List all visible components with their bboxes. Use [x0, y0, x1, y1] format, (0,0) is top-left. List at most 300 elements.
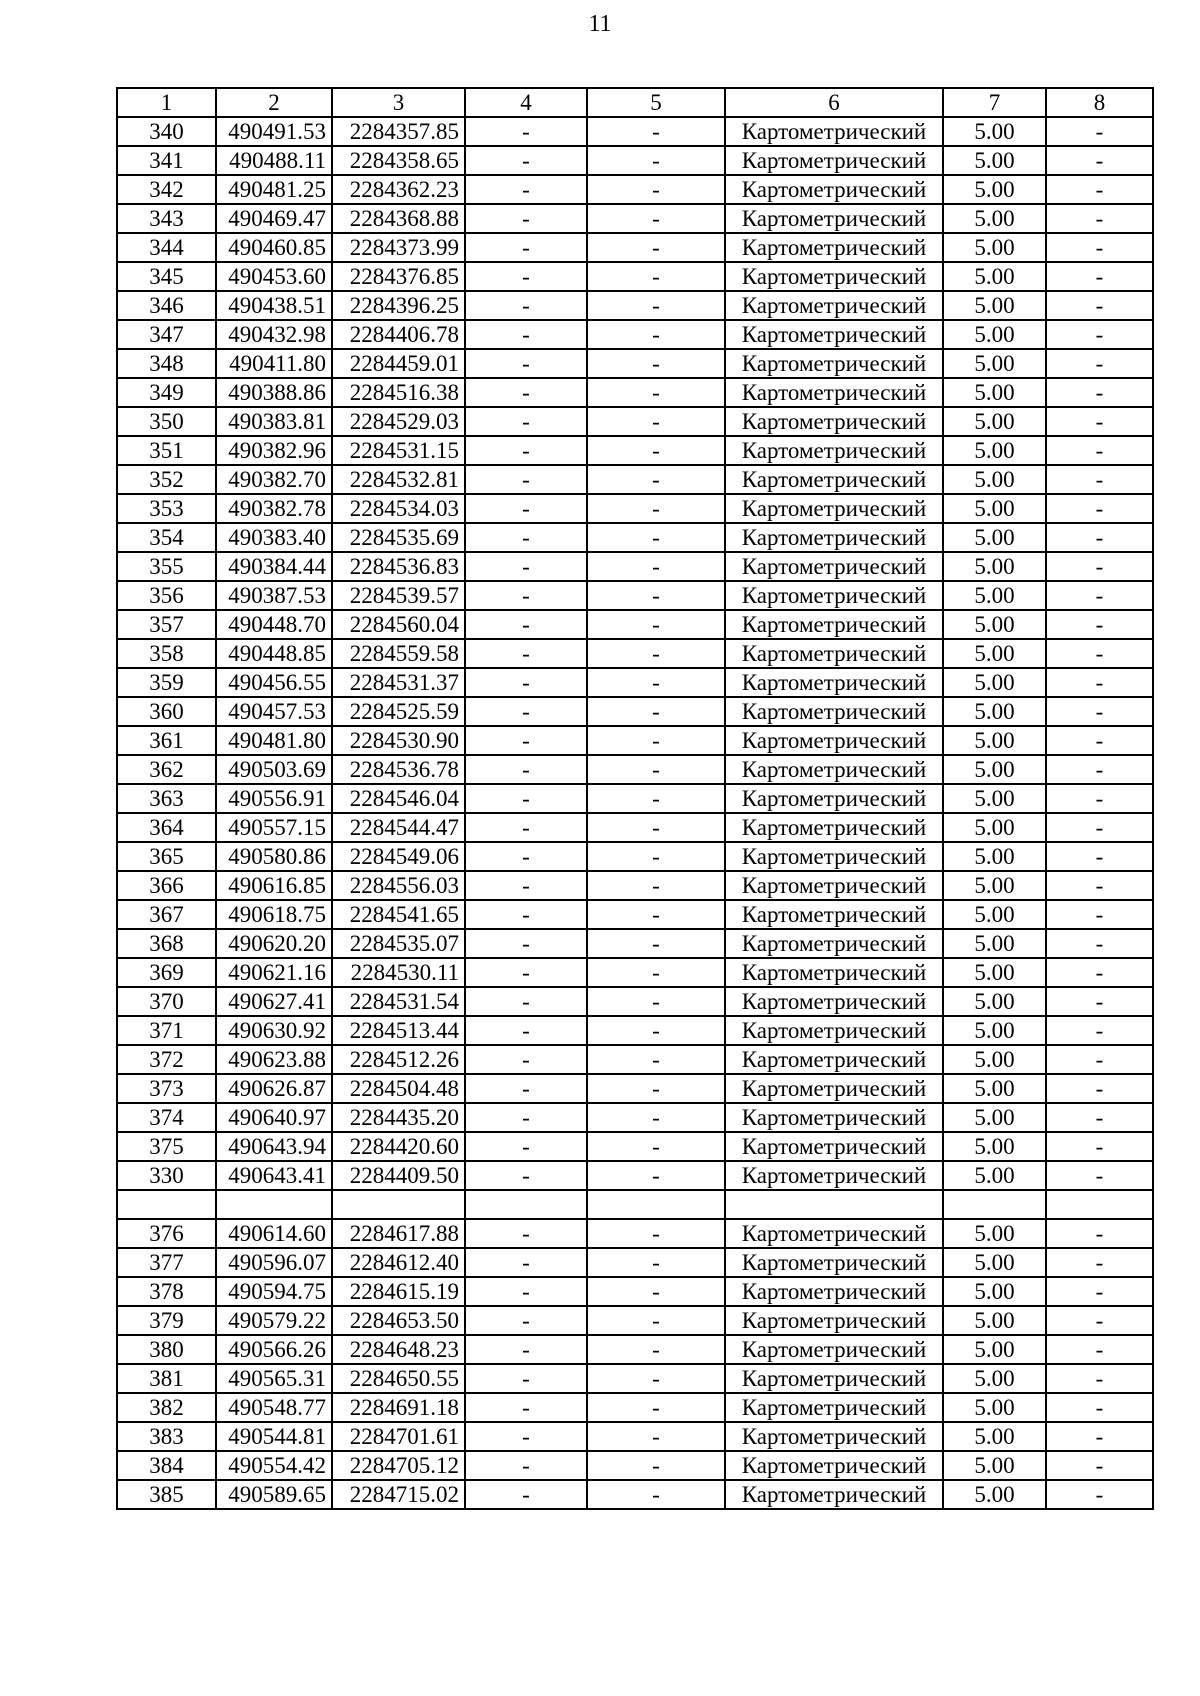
column-5-cell: -	[587, 1306, 725, 1335]
table-row	[117, 784, 1153, 813]
y-coordinate-cell: 2284459.01	[332, 349, 465, 378]
column-8-cell: -	[1046, 784, 1153, 813]
y-coordinate-cell: 2284409.50	[332, 1161, 465, 1190]
column-5-cell: -	[587, 1161, 725, 1190]
accuracy-cell: 5.00	[943, 1335, 1046, 1364]
accuracy-cell: 5.00	[943, 784, 1046, 813]
column-8-cell: -	[1046, 233, 1153, 262]
column-4-cell: -	[465, 1219, 587, 1248]
method-cell: Картометрический	[725, 1045, 943, 1074]
column-8-cell: -	[1046, 639, 1153, 668]
x-coordinate-cell: 490453.60	[216, 262, 332, 291]
point-number-cell: 360	[117, 697, 216, 726]
method-cell: Картометрический	[725, 697, 943, 726]
column-header: 3	[332, 88, 465, 117]
point-number-cell: 351	[117, 436, 216, 465]
table-row	[117, 929, 1153, 958]
y-coordinate-cell: 2284362.23	[332, 175, 465, 204]
y-coordinate-cell: 2284373.99	[332, 233, 465, 262]
y-coordinate-cell: 2284530.90	[332, 726, 465, 755]
x-coordinate-cell	[216, 1190, 332, 1219]
table-row	[117, 842, 1153, 871]
y-coordinate-cell: 2284406.78	[332, 320, 465, 349]
point-number-cell: 379	[117, 1306, 216, 1335]
x-coordinate-cell: 490626.87	[216, 1074, 332, 1103]
accuracy-cell: 5.00	[943, 958, 1046, 987]
x-coordinate-cell: 490488.11	[216, 146, 332, 175]
column-4-cell: -	[465, 755, 587, 784]
point-number-cell	[117, 1190, 216, 1219]
column-5-cell: -	[587, 1016, 725, 1045]
column-5-cell: -	[587, 1451, 725, 1480]
column-5-cell: -	[587, 320, 725, 349]
point-number-cell: 376	[117, 1219, 216, 1248]
column-8-cell: -	[1046, 320, 1153, 349]
y-coordinate-cell: 2284531.15	[332, 436, 465, 465]
column-5-cell	[587, 1190, 725, 1219]
method-cell: Картометрический	[725, 813, 943, 842]
method-cell: Картометрический	[725, 1016, 943, 1045]
x-coordinate-cell: 490620.20	[216, 929, 332, 958]
table-row	[117, 987, 1153, 1016]
point-number-cell: 364	[117, 813, 216, 842]
method-cell: Картометрический	[725, 291, 943, 320]
column-8-cell: -	[1046, 436, 1153, 465]
point-number-cell: 342	[117, 175, 216, 204]
column-8-cell: -	[1046, 146, 1153, 175]
y-coordinate-cell: 2284531.54	[332, 987, 465, 1016]
table-row	[117, 378, 1153, 407]
point-number-cell: 357	[117, 610, 216, 639]
column-5-cell: -	[587, 407, 725, 436]
column-header: 7	[943, 88, 1046, 117]
column-5-cell: -	[587, 291, 725, 320]
column-5-cell: -	[587, 813, 725, 842]
point-number-cell: 368	[117, 929, 216, 958]
point-number-cell: 358	[117, 639, 216, 668]
method-cell: Картометрический	[725, 552, 943, 581]
column-5-cell: -	[587, 1480, 725, 1509]
x-coordinate-cell: 490623.88	[216, 1045, 332, 1074]
column-4-cell: -	[465, 1451, 587, 1480]
column-5-cell: -	[587, 1393, 725, 1422]
column-header: 5	[587, 88, 725, 117]
accuracy-cell: 5.00	[943, 146, 1046, 175]
method-cell: Картометрический	[725, 639, 943, 668]
column-5-cell: -	[587, 523, 725, 552]
column-5-cell: -	[587, 1364, 725, 1393]
x-coordinate-cell: 490438.51	[216, 291, 332, 320]
accuracy-cell: 5.00	[943, 349, 1046, 378]
y-coordinate-cell: 2284546.04	[332, 784, 465, 813]
table-row	[117, 494, 1153, 523]
column-5-cell: -	[587, 1074, 725, 1103]
x-coordinate-cell: 490556.91	[216, 784, 332, 813]
x-coordinate-cell: 490548.77	[216, 1393, 332, 1422]
x-coordinate-cell: 490643.94	[216, 1132, 332, 1161]
point-number-cell: 347	[117, 320, 216, 349]
column-4-cell: -	[465, 494, 587, 523]
y-coordinate-cell: 2284701.61	[332, 1422, 465, 1451]
column-8-cell: -	[1046, 1451, 1153, 1480]
table-row	[117, 117, 1153, 146]
y-coordinate-cell: 2284504.48	[332, 1074, 465, 1103]
accuracy-cell: 5.00	[943, 465, 1046, 494]
accuracy-cell: 5.00	[943, 987, 1046, 1016]
column-5-cell: -	[587, 929, 725, 958]
column-8-cell: -	[1046, 291, 1153, 320]
accuracy-cell: 5.00	[943, 1103, 1046, 1132]
method-cell: Картометрический	[725, 494, 943, 523]
point-number-cell: 377	[117, 1248, 216, 1277]
point-number-cell: 349	[117, 378, 216, 407]
table-row	[117, 552, 1153, 581]
column-5-cell: -	[587, 755, 725, 784]
column-8-cell: -	[1046, 871, 1153, 900]
method-cell: Картометрический	[725, 1277, 943, 1306]
accuracy-cell: 5.00	[943, 1248, 1046, 1277]
x-coordinate-cell: 490457.53	[216, 697, 332, 726]
column-4-cell: -	[465, 784, 587, 813]
x-coordinate-cell: 490580.86	[216, 842, 332, 871]
accuracy-cell: 5.00	[943, 697, 1046, 726]
accuracy-cell: 5.00	[943, 755, 1046, 784]
point-number-cell: 384	[117, 1451, 216, 1480]
column-8-cell: -	[1046, 378, 1153, 407]
table-row	[117, 262, 1153, 291]
column-8-cell: -	[1046, 349, 1153, 378]
column-header: 8	[1046, 88, 1153, 117]
column-5-cell: -	[587, 1045, 725, 1074]
method-cell: Картометрический	[725, 262, 943, 291]
column-4-cell: -	[465, 726, 587, 755]
table-row	[117, 291, 1153, 320]
column-4-cell: -	[465, 1364, 587, 1393]
column-4-cell: -	[465, 668, 587, 697]
table-row	[117, 1161, 1153, 1190]
accuracy-cell: 5.00	[943, 436, 1046, 465]
column-5-cell: -	[587, 262, 725, 291]
column-4-cell: -	[465, 929, 587, 958]
column-5-cell: -	[587, 1422, 725, 1451]
x-coordinate-cell: 490383.40	[216, 523, 332, 552]
column-4-cell: -	[465, 1248, 587, 1277]
x-coordinate-cell: 490618.75	[216, 900, 332, 929]
y-coordinate-cell: 2284376.85	[332, 262, 465, 291]
table-row	[117, 349, 1153, 378]
x-coordinate-cell: 490566.26	[216, 1335, 332, 1364]
y-coordinate-cell: 2284544.47	[332, 813, 465, 842]
column-5-cell: -	[587, 552, 725, 581]
table-row	[117, 639, 1153, 668]
x-coordinate-cell: 490411.80	[216, 349, 332, 378]
column-8-cell: -	[1046, 1103, 1153, 1132]
column-8-cell: -	[1046, 755, 1153, 784]
column-4-cell: -	[465, 204, 587, 233]
column-header: 2	[216, 88, 332, 117]
method-cell: Картометрический	[725, 1132, 943, 1161]
column-4-cell: -	[465, 987, 587, 1016]
column-8-cell: -	[1046, 175, 1153, 204]
point-number-cell: 367	[117, 900, 216, 929]
column-4-cell: -	[465, 291, 587, 320]
accuracy-cell: 5.00	[943, 929, 1046, 958]
x-coordinate-cell: 490621.16	[216, 958, 332, 987]
accuracy-cell: 5.00	[943, 494, 1046, 523]
table-row	[117, 523, 1153, 552]
accuracy-cell: 5.00	[943, 1364, 1046, 1393]
column-4-cell: -	[465, 349, 587, 378]
table-row	[117, 465, 1153, 494]
method-cell: Картометрический	[725, 1074, 943, 1103]
x-coordinate-cell: 490448.85	[216, 639, 332, 668]
point-number-cell: 365	[117, 842, 216, 871]
table-row	[117, 1451, 1153, 1480]
y-coordinate-cell: 2284513.44	[332, 1016, 465, 1045]
column-8-cell: -	[1046, 262, 1153, 291]
x-coordinate-cell: 490503.69	[216, 755, 332, 784]
method-cell: Картометрический	[725, 407, 943, 436]
accuracy-cell: 5.00	[943, 262, 1046, 291]
column-8-cell: -	[1046, 842, 1153, 871]
point-number-cell: 382	[117, 1393, 216, 1422]
point-number-cell: 330	[117, 1161, 216, 1190]
point-number-cell: 359	[117, 668, 216, 697]
y-coordinate-cell: 2284653.50	[332, 1306, 465, 1335]
method-cell: Картометрический	[725, 610, 943, 639]
table-body	[117, 117, 1153, 1509]
column-4-cell: -	[465, 842, 587, 871]
coordinates-table	[116, 87, 1154, 1510]
table-row	[117, 1190, 1153, 1219]
y-coordinate-cell: 2284534.03	[332, 494, 465, 523]
x-coordinate-cell: 490640.97	[216, 1103, 332, 1132]
accuracy-cell: 5.00	[943, 523, 1046, 552]
y-coordinate-cell: 2284615.19	[332, 1277, 465, 1306]
point-number-cell: 363	[117, 784, 216, 813]
column-4-cell: -	[465, 1422, 587, 1451]
column-5-cell: -	[587, 668, 725, 697]
table-row	[117, 1335, 1153, 1364]
column-4-cell: -	[465, 146, 587, 175]
y-coordinate-cell: 2284396.25	[332, 291, 465, 320]
column-8-cell: -	[1046, 610, 1153, 639]
column-8-cell: -	[1046, 523, 1153, 552]
method-cell: Картометрический	[725, 726, 943, 755]
point-number-cell: 361	[117, 726, 216, 755]
column-5-cell: -	[587, 146, 725, 175]
table-row	[117, 1045, 1153, 1074]
y-coordinate-cell: 2284705.12	[332, 1451, 465, 1480]
method-cell: Картометрический	[725, 523, 943, 552]
column-4-cell: -	[465, 813, 587, 842]
x-coordinate-cell: 490456.55	[216, 668, 332, 697]
column-4-cell: -	[465, 958, 587, 987]
y-coordinate-cell: 2284358.65	[332, 146, 465, 175]
column-8-cell: -	[1046, 1335, 1153, 1364]
table-row	[117, 726, 1153, 755]
point-number-cell: 344	[117, 233, 216, 262]
y-coordinate-cell: 2284612.40	[332, 1248, 465, 1277]
point-number-cell: 372	[117, 1045, 216, 1074]
table-row	[117, 1277, 1153, 1306]
table-row	[117, 1248, 1153, 1277]
accuracy-cell: 5.00	[943, 1219, 1046, 1248]
accuracy-cell: 5.00	[943, 233, 1046, 262]
point-number-cell: 346	[117, 291, 216, 320]
table-row	[117, 900, 1153, 929]
column-4-cell: -	[465, 523, 587, 552]
table-row	[117, 1103, 1153, 1132]
column-4-cell: -	[465, 610, 587, 639]
column-5-cell: -	[587, 1248, 725, 1277]
x-coordinate-cell: 490627.41	[216, 987, 332, 1016]
point-number-cell: 369	[117, 958, 216, 987]
y-coordinate-cell: 2284536.78	[332, 755, 465, 784]
column-8-cell: -	[1046, 1480, 1153, 1509]
method-cell: Картометрический	[725, 1103, 943, 1132]
table-row	[117, 958, 1153, 987]
x-coordinate-cell: 490383.81	[216, 407, 332, 436]
accuracy-cell: 5.00	[943, 581, 1046, 610]
table-row	[117, 871, 1153, 900]
y-coordinate-cell: 2284535.07	[332, 929, 465, 958]
table-row	[117, 1422, 1153, 1451]
method-cell: Картометрический	[725, 842, 943, 871]
x-coordinate-cell: 490469.47	[216, 204, 332, 233]
column-4-cell: -	[465, 1161, 587, 1190]
column-8-cell: -	[1046, 987, 1153, 1016]
y-coordinate-cell: 2284525.59	[332, 697, 465, 726]
y-coordinate-cell: 2284715.02	[332, 1480, 465, 1509]
accuracy-cell: 5.00	[943, 1480, 1046, 1509]
column-8-cell: -	[1046, 1306, 1153, 1335]
column-4-cell	[465, 1190, 587, 1219]
y-coordinate-cell: 2284541.65	[332, 900, 465, 929]
y-coordinate-cell: 2284691.18	[332, 1393, 465, 1422]
column-8-cell: -	[1046, 1132, 1153, 1161]
method-cell: Картометрический	[725, 320, 943, 349]
x-coordinate-cell: 490589.65	[216, 1480, 332, 1509]
method-cell: Картометрический	[725, 117, 943, 146]
column-4-cell: -	[465, 581, 587, 610]
y-coordinate-cell: 2284512.26	[332, 1045, 465, 1074]
column-8-cell: -	[1046, 204, 1153, 233]
column-4-cell: -	[465, 697, 587, 726]
y-coordinate-cell: 2284536.83	[332, 552, 465, 581]
method-cell: Картометрический	[725, 1451, 943, 1480]
column-8-cell: -	[1046, 668, 1153, 697]
table-row	[117, 407, 1153, 436]
column-4-cell: -	[465, 407, 587, 436]
method-cell: Картометрический	[725, 1306, 943, 1335]
method-cell: Картометрический	[725, 1364, 943, 1393]
point-number-cell: 381	[117, 1364, 216, 1393]
x-coordinate-cell: 490544.81	[216, 1422, 332, 1451]
point-number-cell: 354	[117, 523, 216, 552]
table-row	[117, 1364, 1153, 1393]
method-cell: Картометрический	[725, 436, 943, 465]
table-row	[117, 204, 1153, 233]
y-coordinate-cell: 2284530.11	[332, 958, 465, 987]
method-cell: Картометрический	[725, 871, 943, 900]
x-coordinate-cell: 490557.15	[216, 813, 332, 842]
x-coordinate-cell: 490384.44	[216, 552, 332, 581]
column-4-cell: -	[465, 175, 587, 204]
method-cell: Картометрический	[725, 1161, 943, 1190]
accuracy-cell: 5.00	[943, 117, 1046, 146]
column-4-cell: -	[465, 1277, 587, 1306]
x-coordinate-cell: 490614.60	[216, 1219, 332, 1248]
x-coordinate-cell: 490387.53	[216, 581, 332, 610]
column-4-cell: -	[465, 1335, 587, 1364]
x-coordinate-cell: 490630.92	[216, 1016, 332, 1045]
table-row	[117, 668, 1153, 697]
column-5-cell: -	[587, 610, 725, 639]
column-5-cell: -	[587, 958, 725, 987]
column-4-cell: -	[465, 465, 587, 494]
column-8-cell: -	[1046, 1248, 1153, 1277]
column-8-cell: -	[1046, 1161, 1153, 1190]
accuracy-cell: 5.00	[943, 291, 1046, 320]
point-number-cell: 385	[117, 1480, 216, 1509]
y-coordinate-cell: 2284617.88	[332, 1219, 465, 1248]
column-8-cell: -	[1046, 813, 1153, 842]
point-number-cell: 345	[117, 262, 216, 291]
y-coordinate-cell: 2284650.55	[332, 1364, 465, 1393]
column-8-cell: -	[1046, 117, 1153, 146]
table-row	[117, 1306, 1153, 1335]
accuracy-cell: 5.00	[943, 610, 1046, 639]
column-8-cell: -	[1046, 697, 1153, 726]
table-row	[117, 1016, 1153, 1045]
y-coordinate-cell: 2284535.69	[332, 523, 465, 552]
accuracy-cell: 5.00	[943, 1016, 1046, 1045]
accuracy-cell: 5.00	[943, 1074, 1046, 1103]
accuracy-cell: 5.00	[943, 900, 1046, 929]
column-5-cell: -	[587, 842, 725, 871]
column-5-cell: -	[587, 378, 725, 407]
table-row	[117, 233, 1153, 262]
column-8-cell: -	[1046, 581, 1153, 610]
accuracy-cell: 5.00	[943, 1277, 1046, 1306]
column-5-cell: -	[587, 465, 725, 494]
method-cell: Картометрический	[725, 233, 943, 262]
accuracy-cell: 5.00	[943, 871, 1046, 900]
table-header-row	[117, 88, 1153, 117]
method-cell: Картометрический	[725, 1335, 943, 1364]
point-number-cell: 380	[117, 1335, 216, 1364]
column-4-cell: -	[465, 117, 587, 146]
method-cell: Картометрический	[725, 900, 943, 929]
y-coordinate-cell: 2284516.38	[332, 378, 465, 407]
x-coordinate-cell: 490382.78	[216, 494, 332, 523]
column-8-cell: -	[1046, 407, 1153, 436]
column-5-cell: -	[587, 1103, 725, 1132]
accuracy-cell: 5.00	[943, 407, 1046, 436]
method-cell: Картометрический	[725, 958, 943, 987]
point-number-cell: 366	[117, 871, 216, 900]
y-coordinate-cell: 2284532.81	[332, 465, 465, 494]
point-number-cell: 355	[117, 552, 216, 581]
y-coordinate-cell: 2284556.03	[332, 871, 465, 900]
column-5-cell: -	[587, 581, 725, 610]
column-8-cell: -	[1046, 1277, 1153, 1306]
column-4-cell: -	[465, 871, 587, 900]
x-coordinate-cell: 490432.98	[216, 320, 332, 349]
x-coordinate-cell: 490565.31	[216, 1364, 332, 1393]
table-row	[117, 320, 1153, 349]
